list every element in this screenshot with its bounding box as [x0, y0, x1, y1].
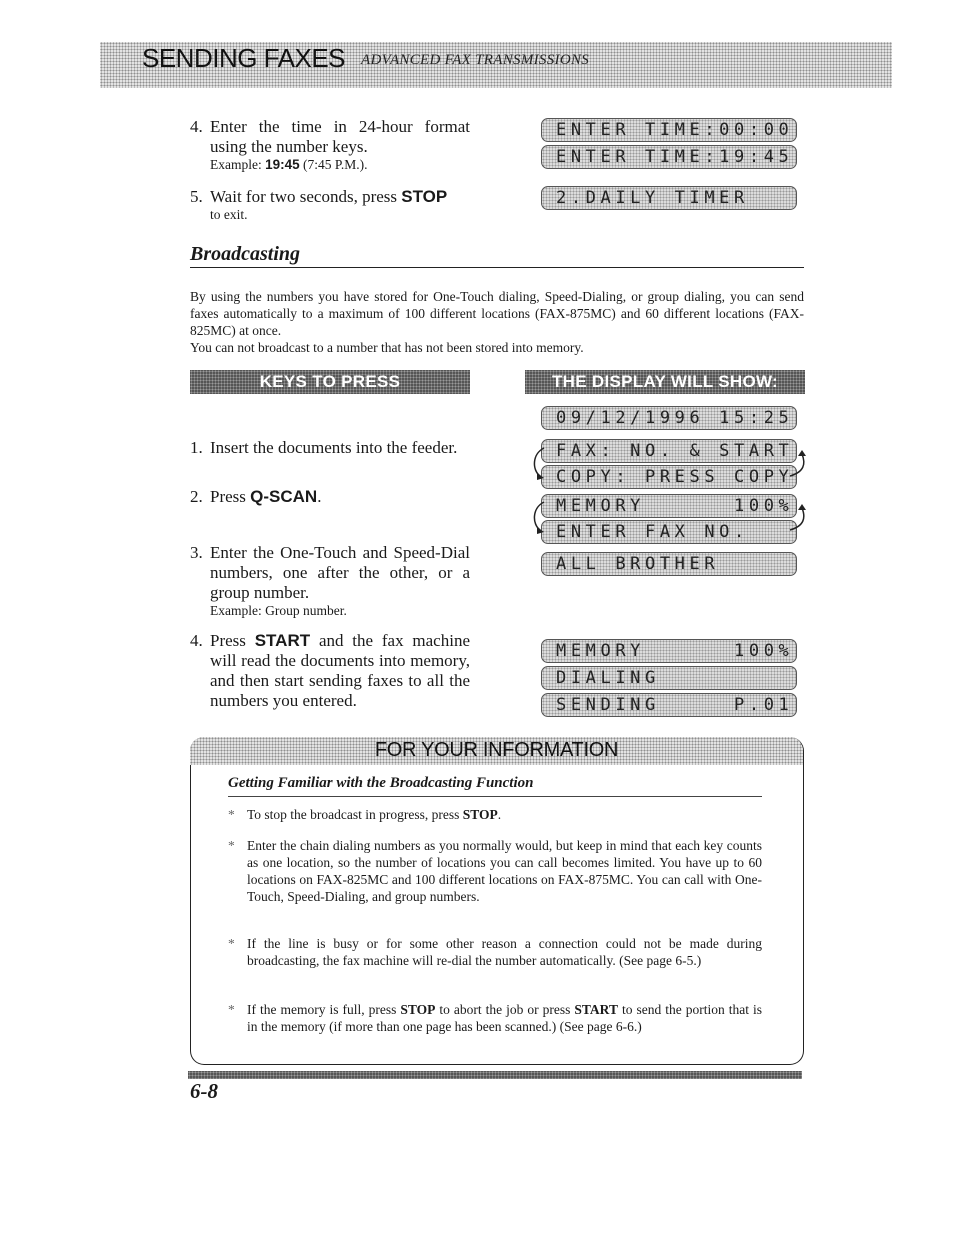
- broadcast-step-4: 4. Press START and the fax machine will read the documents into memory, and then start sending faxes to all the numbers you entered.: [190, 631, 470, 710]
- chapter-title: SENDING FAXES: [142, 43, 345, 73]
- info-bullet: * If the line is busy or for some other reason a connection could not be made during broadcasting, the fax machine will re-dial the number automatically. (See page 6-5.): [228, 936, 762, 968]
- section-rule: [190, 267, 804, 268]
- page-number: 6-8: [190, 1079, 218, 1103]
- lcd-display: MEMORY 100%: [541, 639, 797, 663]
- display-will-show-bar: THE DISPLAY WILL SHOW:: [525, 370, 805, 394]
- step-example: Example: 19:45 (7:45 P.M.).: [210, 157, 368, 172]
- stop-key: STOP: [401, 187, 448, 206]
- lcd-display: 2.DAILY TIMER: [541, 186, 797, 210]
- lcd-display: 09/12/1996 15:25: [541, 406, 797, 430]
- timer-step-5: 5. Wait for two seconds, press STOP to exit.: [190, 187, 448, 222]
- broadcast-step-2: 2. Press Q-SCAN.: [190, 487, 322, 506]
- lcd-display: ENTER TIME:00:00: [541, 118, 797, 142]
- broadcast-step-3: 3. Enter the One-Touch and Speed-Dial numbers, one after the other, or a group number. Example: Group number.: [190, 543, 470, 618]
- lcd-display: ENTER TIME:19:45: [541, 145, 797, 169]
- intro-paragraph: By using the numbers you have stored for One-Touch dialing, Speed-Dialing, or group dialing, you can send faxes automatically to a maximum of 100 different locations (FAX-875MC) and 60 different locations (FAX-825MC) at once. You can not broadcast to a number that has not been stored into memory.: [190, 289, 804, 355]
- info-title: FOR YOUR INFORMATION: [374, 739, 619, 761]
- q-scan-key: Q-SCAN: [250, 487, 318, 506]
- keys-to-press-bar: KEYS TO PRESS: [190, 370, 470, 394]
- broadcast-step-1: 1. Insert the documents into the feeder.: [190, 438, 458, 457]
- footer-band: [188, 1071, 802, 1079]
- step-text: Enter the time in 24-hour format using the number keys.: [210, 117, 470, 156]
- section-heading: Broadcasting: [190, 243, 301, 265]
- lcd-display: MEMORY 100%: [541, 494, 797, 518]
- info-bullet: * Enter the chain dialing numbers as you normally would, but keep in mind that each key counts as one location, so the number of locations you can call becomes limited. You have up to 60 locations on FAX-825MC and 100 different locations on FAX-875MC. You can call with One-Touch, Speed-Dialing, and group numbers.: [228, 838, 762, 904]
- info-bullet: * If the memory is full, press STOP to abort the job or press START to send the portion that is in the memory (if more than one page has been scanned.) (See page 6-6.): [228, 1002, 762, 1034]
- info-bullet: * To stop the broadcast in progress, press STOP.: [228, 807, 502, 822]
- start-key: START: [254, 631, 311, 650]
- lcd-display: ALL BROTHER: [541, 552, 797, 576]
- lcd-display: FAX: NO. & START: [541, 439, 797, 463]
- info-rule: [228, 796, 762, 797]
- lcd-display: COPY: PRESS COPY: [541, 465, 797, 489]
- lcd-display: SENDING P.01: [541, 693, 797, 717]
- info-subtitle: Getting Familiar with the Broadcasting Function: [228, 775, 534, 791]
- section-subtitle: ADVANCED FAX TRANSMISSIONS: [361, 52, 590, 68]
- lcd-display: ENTER FAX NO.: [541, 520, 797, 544]
- alternating-arrows-icon: [520, 440, 820, 550]
- lcd-display: DIALING: [541, 666, 797, 690]
- timer-step-4: 4. Enter the time in 24-hour format using the number keys. Example: 19:45 (7:45 P.M.).: [190, 117, 470, 172]
